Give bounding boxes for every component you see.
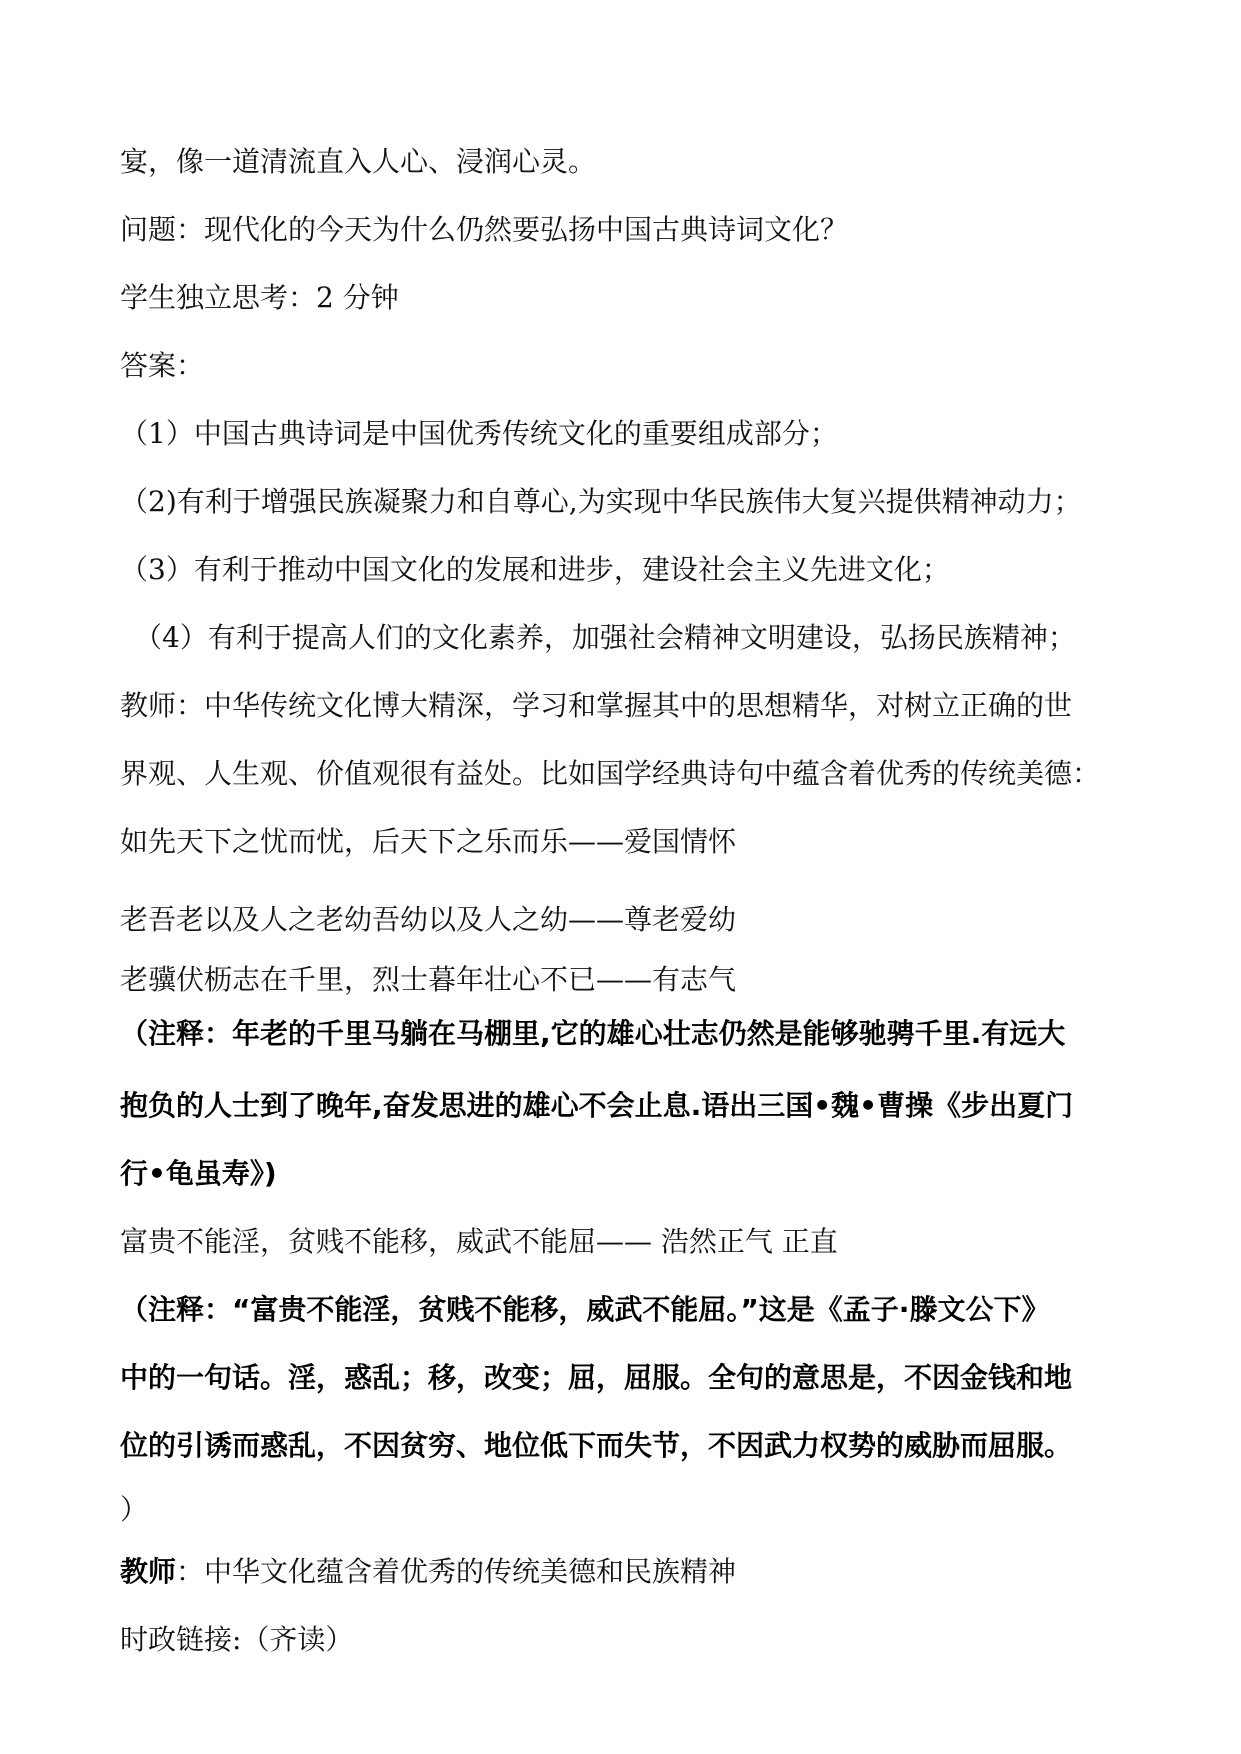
note-2-line-2: 中的一句话。淫，惑乱；移，改变；屈，屈服。全句的意思是，不因金钱和地 [120,1361,1073,1394]
current-affairs-line: 时政链接:（齐读） [120,1623,354,1656]
note-1-line-1: （注释：年老的千里马躺在马棚里,它的雄心壮志仍然是能够驰骋千里.有远大 [120,1017,1066,1050]
closing-paren: ） [120,1493,149,1526]
poem-line-4: 富贵不能淫，贫贱不能移，威武不能屈—— 浩然正气 正直 [120,1225,838,1258]
note-2-line-3: 位的引诱而惑乱，不因贫穷、地位低下而失节，不因武力权势的威胁而屈服。 [120,1429,1073,1462]
note-1-line-2: 抱负的人士到了晚年,奋发思进的雄心不会止息.语出三国•魏•曹操《步出夏门 [120,1089,1074,1122]
poem-line-1: 如先天下之忧而忧，后天下之乐而乐——爱国情怀 [120,825,737,858]
answer-item-4: （4）有利于提高人们的文化素养，加强社会精神文明建设，弘扬民族精神； [134,621,1076,654]
teacher-summary-text: ：中华文化蕴含着优秀的传统美德和民族精神 [176,1555,737,1588]
poem-line-2: 老吾老以及人之老幼吾幼以及人之幼——尊老爱幼 [120,903,737,936]
note-2-line-1: （注释：“富贵不能淫，贫贱不能移，威武不能屈。”这是《孟子·滕文公下》 [120,1293,1050,1326]
think-time-line: 学生独立思考：2 分钟 [120,281,399,314]
text-line-1: 宴，像一道清流直入人心、浸润心灵。 [120,145,597,178]
question-line: 问题：现代化的今天为什么仍然要弘扬中国古典诗词文化？ [120,213,849,246]
teacher-line-1: 教师：中华传统文化博大精深，学习和掌握其中的思想精华，对树立正确的世 [120,689,1073,722]
answer-item-1: （1）中国古典诗词是中国优秀传统文化的重要组成部分； [120,417,838,450]
teacher-label: 教师 [120,1555,177,1588]
poem-line-3: 老骥伏枥志在千里，烈士暮年壮心不已——有志气 [120,963,737,996]
note-1-line-3: 行•龟虽寿》) [120,1157,277,1190]
answer-item-3: （3）有利于推动中国文化的发展和进步，建设社会主义先进文化； [120,553,950,586]
answer-item-2: （2)有利于增强民族凝聚力和自尊心,为实现中华民族伟大复兴提供精神动力； [120,485,1082,518]
answer-heading: 答案： [120,349,205,382]
teacher-line-2: 界观、人生观、价值观很有益处。比如国学经典诗句中蕴含着优秀的传统美德： [120,757,1101,790]
teacher-summary-line [120,1552,736,1592]
